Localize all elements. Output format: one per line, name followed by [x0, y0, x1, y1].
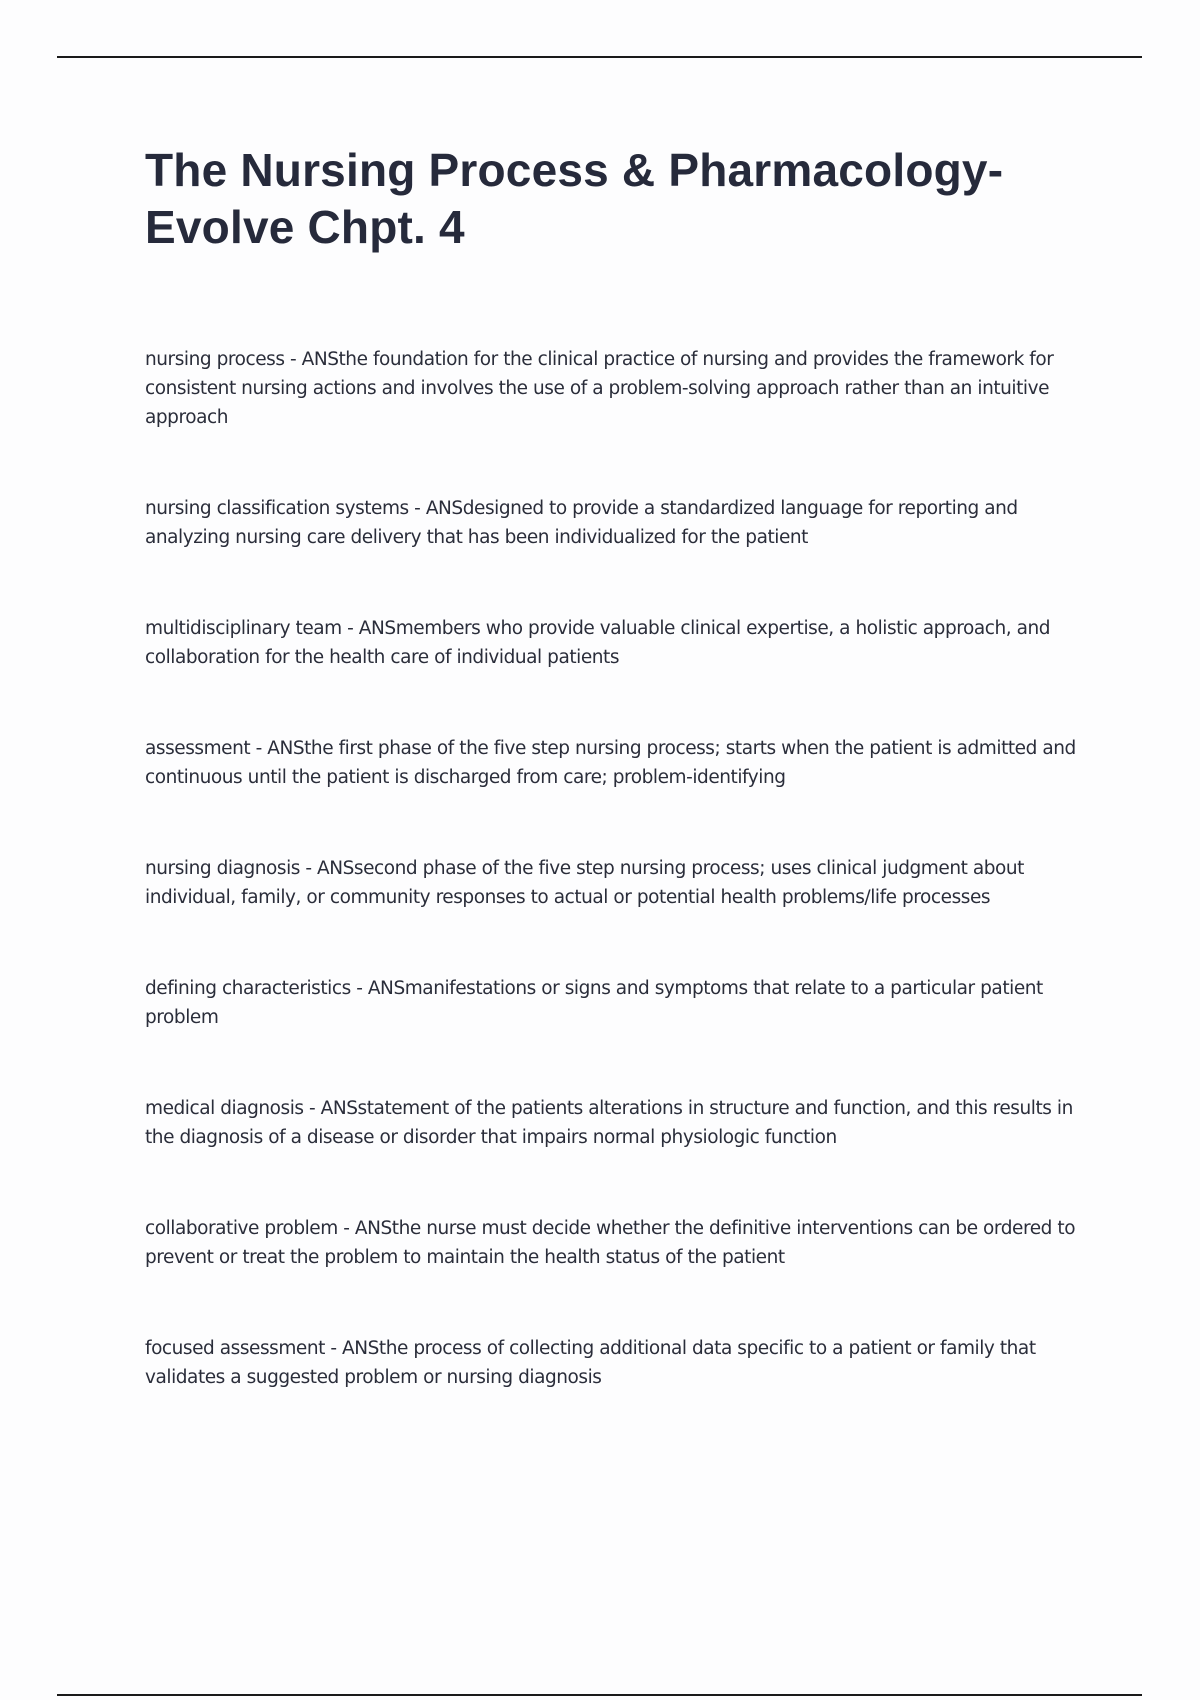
entry-nursing-diagnosis: nursing diagnosis - ANSsecond phase of the five step nursing process; uses clinical judgment about individual, family, or community responses to actual or potential health problems/life processes — [145, 858, 1024, 908]
entry-focused-assessment: focused assessment - ANSthe process of collecting additional data specific to a patient or family that validates a suggested problem or nursing diagnosis — [145, 1338, 1036, 1388]
entry-collaborative-problem: collaborative problem - ANSthe nurse must decide whether the definitive interventions can be ordered to prevent or treat the problem to maintain the health status of the patient — [145, 1218, 1076, 1268]
entry-nursing-process: nursing process - ANSthe foundation for the clinical practice of nursing and provides the framework for consistent nursing actions and involves the use of a problem-solving approach rather than an intuitive approach — [145, 349, 1054, 428]
bottom-rule — [57, 1694, 1142, 1696]
entry-multidisciplinary-team: multidisciplinary team - ANSmembers who provide valuable clinical expertise, a holistic approach, and collaboration for the health care of individual patients — [145, 618, 1051, 668]
document-title: The Nursing Process & Pharmacology- Evolve Chpt. 4 — [145, 144, 1004, 253]
entry-list — [145, 345, 1090, 1454]
entry-assessment: assessment - ANSthe first phase of the five step nursing process; starts when the patient is admitted and continuous until the patient is discharged from care; problem-identifying — [145, 738, 1076, 788]
entry-defining-characteristics: defining characteristics - ANSmanifestations or signs and symptoms that relate to a particular patient problem — [145, 978, 1043, 1028]
entry-nursing-classification-systems: nursing classification systems - ANSdesigned to provide a standardized language for reporting and analyzing nursing care delivery that has been individualized for the patient — [145, 498, 1018, 548]
top-rule — [57, 56, 1142, 58]
entry-medical-diagnosis: medical diagnosis - ANSstatement of the patients alterations in structure and function, and this results in the diagnosis of a disease or disorder that impairs normal physiologic function — [145, 1098, 1073, 1148]
